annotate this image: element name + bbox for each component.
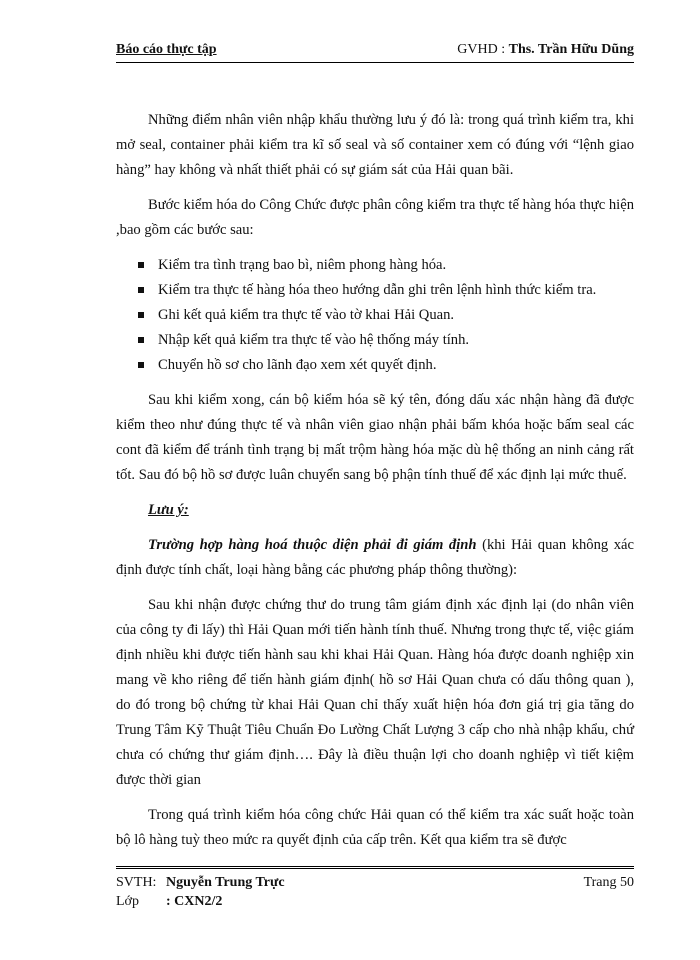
paragraph: Sau khi nhận được chứng thư do trung tâm giám định xác định lại (do nhân viên của công ty đi lấy) thì Hải Quan mới tiến hành tính thuế. Nhưng trong thực tế, việc giám định nhiều khi được tiến hành sau khi khai Hải Quan. Hàng hóa được doanh nghiệp xin mang về kho riêng để tiến hành giám định( hồ sơ Hải Quan chưa có dấu thông quan ), do đó trong bộ chứng từ khai Hải Quan chỉ thấy xuất hiện hóa đơn giá trị gia tăng do Trung Tâm Kỹ Thuật Tiêu Chuẩn Đo Lường Chất Lượng 3 cấp cho nhà nhập khẩu, chứ chưa có chứng thư giám định…. Đây là điều thuận lợi cho doanh nghiệp vì tiết kiệm được thời gian <box>116 597 634 788</box>
paragraph: Trong quá trình kiểm hóa công chức Hải quan có thể kiểm tra xác suất hoặc toàn bộ lô hàng tuỳ theo mức ra quyết định của cấp trên. Kết qua kiểm tra sẽ được <box>116 807 634 848</box>
page-body <box>116 108 634 863</box>
supervisor-info <box>457 42 634 58</box>
footer-class-row <box>116 892 634 911</box>
note-heading: Lưu ý: <box>148 502 189 518</box>
footer-student-row <box>116 873 634 892</box>
list-item-text: Kiểm tra thực tế hàng hóa theo hướng dẫn ghi trên lệnh hình thức kiểm tra. <box>158 282 597 298</box>
square-bullet-icon <box>138 337 144 343</box>
square-bullet-icon <box>138 287 144 293</box>
student-name: Nguyễn Trung Trực <box>166 875 285 890</box>
report-title: Báo cáo thực tập <box>116 42 217 57</box>
supervisor-name: Ths. Trần Hữu Dũng <box>508 42 634 57</box>
paragraph: Những điểm nhân viên nhập khẩu thường lưu ý đó là: trong quá trình kiểm tra, khi mở seal, container phải kiểm tra kĩ số seal và số container xem có đúng với “lệnh giao hàng” hay không và nhất thiết phải có sự giám sát của Hải quan bãi. <box>116 112 634 178</box>
steps-list <box>116 253 634 378</box>
list-item-text: Nhập kết quả kiểm tra thực tế vào hệ thống máy tính. <box>158 332 470 348</box>
list-item-text: Ghi kết quả kiểm tra thực tế vào tờ khai Hải Quan. <box>158 307 455 323</box>
list-item <box>116 353 634 378</box>
square-bullet-icon <box>138 362 144 368</box>
page-header <box>116 40 634 63</box>
list-item-text: Chuyển hồ sơ cho lãnh đạo xem xét quyết định. <box>158 357 437 373</box>
paragraph: Bước kiểm hóa do Công Chức được phân công kiểm tra thực tế hàng hóa thực hiện ,bao gồm các bước sau: <box>116 197 634 238</box>
class-label: Lớp <box>116 894 139 909</box>
list-item-text: Kiểm tra tình trạng bao bì, niêm phong hàng hóa. <box>158 257 447 273</box>
square-bullet-icon <box>138 262 144 268</box>
paragraph <box>116 533 634 583</box>
list-item <box>116 328 634 353</box>
list-item <box>116 253 634 278</box>
case-text: (khi Hải quan không xác định được tính chất, loại hàng bằng các phương pháp thông thường): <box>116 537 634 578</box>
case-heading: Trường hợp hàng hoá thuộc diện phải đi giám định <box>148 537 477 553</box>
paragraph: Sau khi kiểm xong, cán bộ kiểm hóa sẽ ký tên, đóng dấu xác nhận hàng đã được kiểm theo như đúng thực tế và nhân viên giao nhận phải bấm khóa hoặc bấm seal các cont đã kiểm để tránh tình trạng bị mất trộm hàng hóa mặc dù hệ thống an ninh cảng rất tốt. Sau đó bộ hồ sơ được luân chuyển sang bộ phận tính thuế để xác định lại mức thuế. <box>116 392 634 483</box>
page-footer <box>116 866 634 911</box>
page-number: Trang 50 <box>583 875 634 890</box>
list-item <box>116 303 634 328</box>
student-label: SVTH: <box>116 875 157 890</box>
supervisor-label: GVHD : <box>457 42 509 57</box>
class-value: : CXN2/2 <box>166 894 223 909</box>
list-item <box>116 278 634 303</box>
square-bullet-icon <box>138 312 144 318</box>
